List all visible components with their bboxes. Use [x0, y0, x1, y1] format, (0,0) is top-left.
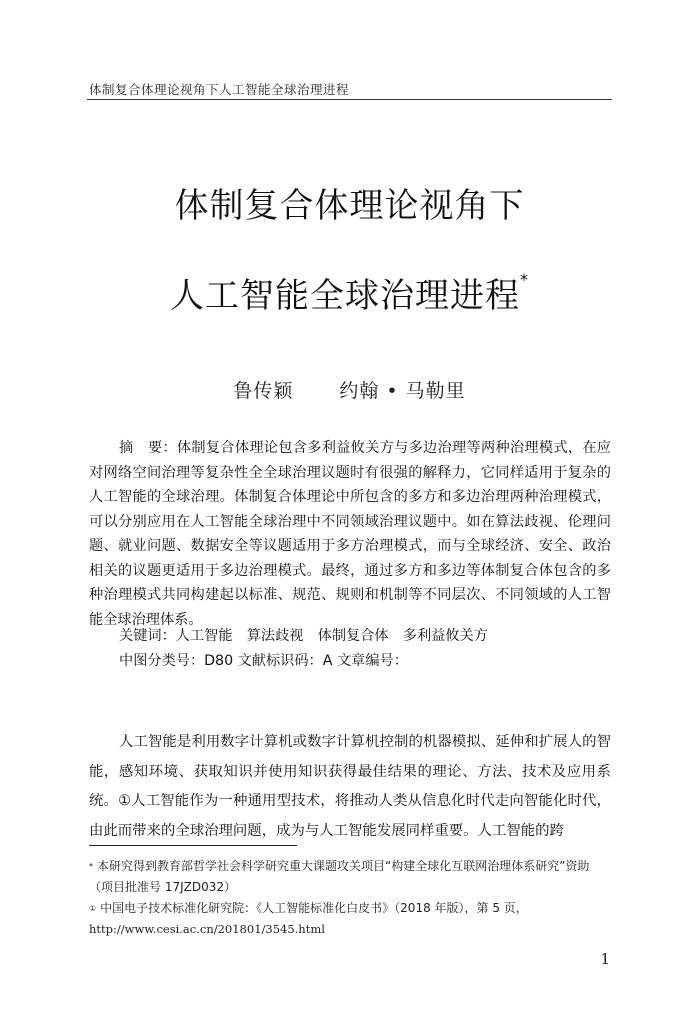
keywords-items: 人工智能 算法歧视 体制复合体 多利益攸关方 — [175, 628, 488, 644]
authors — [0, 376, 699, 403]
abstract-label: 摘 要： — [119, 440, 177, 456]
footnote-2-url[interactable]: http://www.cesi.ac.cn/201801/3545.html — [89, 922, 325, 936]
running-header: 体制复合体理论视角下人工智能全球治理进程 — [89, 82, 350, 97]
footnote-rule — [89, 845, 297, 846]
footnote-2 — [89, 898, 611, 940]
body-paragraph: 人工智能是利用数字计算机或数字计算机控制的机器模拟、延伸和扩展人的智能，感知环境、获取知识并使用知识获得最佳结果的理论、方法、技术及应用系统。①人工智能作为一种通用型技术，将推动人类从信息化时代走向智能化时代，由此而带来的全球治理问题，成为与人工智能发展同样重要。人工智能的跨 — [89, 734, 611, 839]
title-line-1: 体制复合体理论视角下 — [174, 186, 525, 226]
classification-line: 中图分类号：D80 文献标识码：A 文章编号： — [119, 653, 408, 669]
footnote-1-marker: * — [89, 862, 93, 871]
abstract — [89, 436, 611, 632]
keywords-label: 关键词： — [119, 628, 176, 644]
keywords — [89, 624, 641, 649]
footnote-2-marker: ① — [89, 904, 97, 913]
page-number: 1 — [600, 950, 610, 968]
header-rule — [87, 99, 612, 100]
title-footnote-marker: * — [520, 270, 529, 289]
title-line-2 — [0, 268, 699, 317]
title-line-2-text: 人工智能全球治理进程 — [170, 276, 520, 316]
author-1: 鲁传颖 — [233, 380, 294, 402]
footnote-1-text: 本研究得到教育部哲学社会科学研究重大课题攻关项目“构建全球化互联网治理体系研究”资助（项目批准号 17JZD032） — [89, 859, 590, 894]
footnote-2-text: 中国电子技术标准化研究院：《人工智能标准化白皮书》（2018 年版），第 5 页， — [100, 901, 528, 915]
footnote-1 — [89, 856, 611, 898]
abstract-text: 体制复合体理论包含多利益攸关方与多边治理等两种治理模式，在应对网络空间治理等复杂性全全球治理议题时有很强的解释力，它同样适用于复杂的人工智能的全球治理。体制复合体理论中所包含的多方和多边治理两种治理模式，可以分别应用在人工智能全球治理中不同领域治理议题中。如在算法歧视、伦理问题、就业问题、数据安全等议题适用于多方治理模式，而与全球经济、安全、政治相关的议题更适用于多边治理模式。最终，通过多方和多边等体制复合体包含的多种治理模式共同构建起以标准、规范、规则和机制等不同层次、不同领域的人工智能全球治理体系。 — [89, 440, 611, 628]
author-2: 约翰 • 马勒里 — [339, 380, 466, 402]
